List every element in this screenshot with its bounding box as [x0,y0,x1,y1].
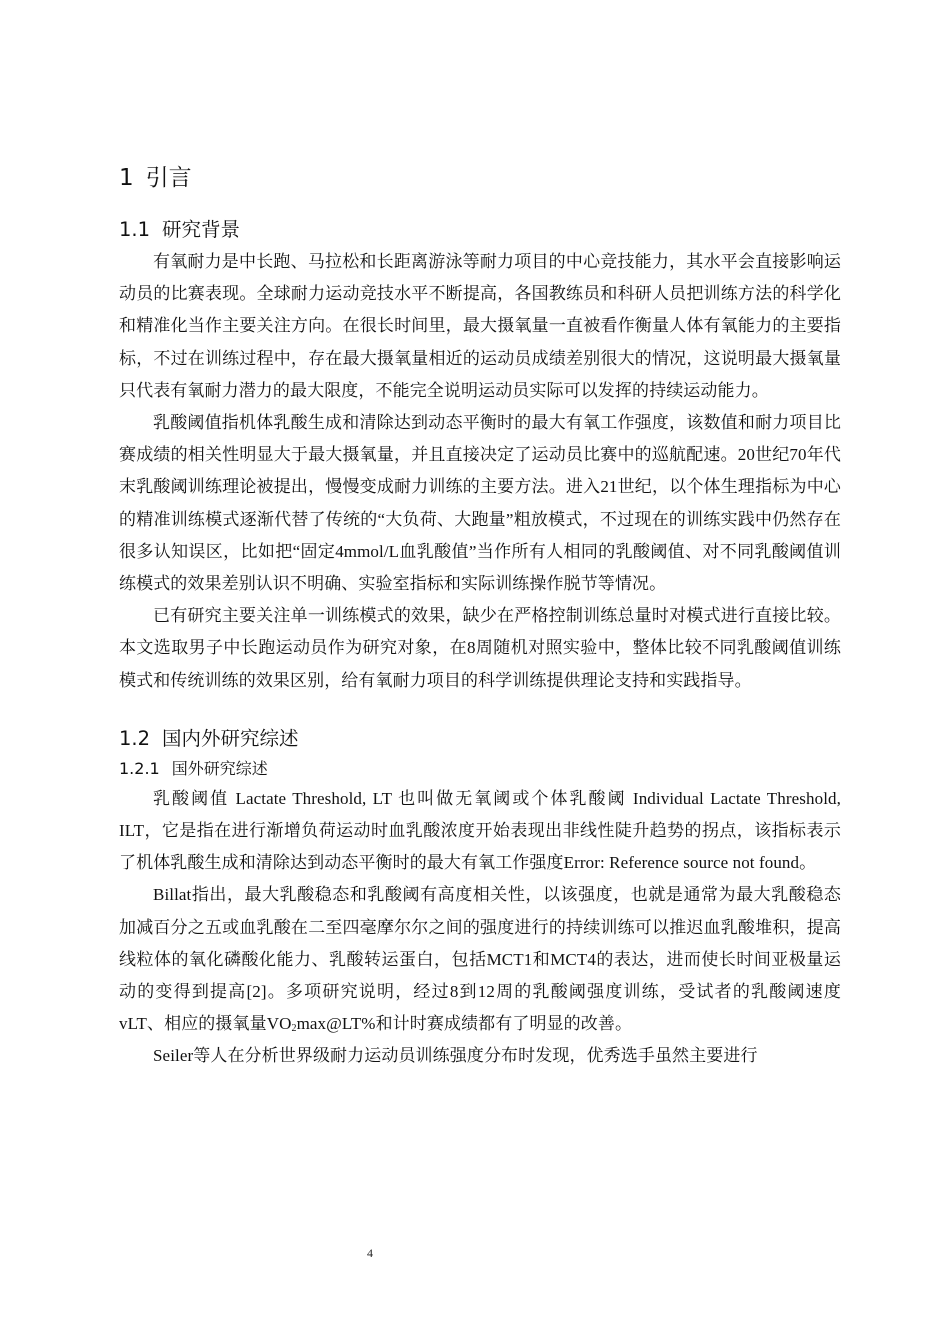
section-heading-1-1 [119,214,841,246]
subsection-heading-1-2-1 [119,755,841,783]
chapter-heading [119,160,841,196]
chapter-title: 引言 [145,165,192,191]
paragraph: 乳酸阈值指机体乳酸生成和清除达到动态平衡时的最大有氧工作强度，该数值和耐力项目比赛成绩的相关性明显大于最大摄氧量，并且直接决定了运动员比赛中的巡航配速。20世纪70年代末乳酸阈训练理论被提出，慢慢变成耐力训练的主要方法。进入21世纪，以个体生理指标为中心的精准训练模式逐渐代替了传统的“大负荷、大跑量”粗放模式，不过现在的训练实践中仍然存在很多认知误区，比如把“固定4mmol/L血乳酸值”当作所有人相同的乳酸阈值、对不同乳酸阈值训练模式的效果差别认识不明确、实验室指标和实际训练操作脱节等情况。 [119,413,841,594]
subsection-title: 国外研究综述 [171,758,268,778]
paragraph: 有氧耐力是中长跑、马拉松和长距离游泳等耐力项目的中心竞技能力，其水平会直接影响运动员的比赛表现。全球耐力运动竞技水平不断提高，各国教练员和科研人员把训练方法的科学化和精准化当作主要关注方向。在很长时间里，最大摄氧量一直被看作衡量人体有氧能力的主要指标，不过在训练过程中，存在最大摄氧量相近的运动员成绩差别很大的情况，这说明最大摄氧量只代表有氧耐力潜力的最大限度，不能完全说明运动员实际可以发挥的持续运动能力。 [119,252,841,400]
chapter-number: 1 [119,165,134,191]
paragraph: Seiler等人在分析世界级耐力运动员训练强度分布时发现，优秀选手虽然主要进行 [153,1046,758,1066]
paragraph-text: Billat指出，最大乳酸稳态和乳酸阈有高度相关性，以该强度，也就是通常为最大乳酸稳态加减百分之五或血乳酸在二至四毫摩尔尔之间的强度进行的持续训练可以推迟血乳酸堆积，提高线粒体的氧化磷酸化能力、乳酸转运蛋白，包括MCT1和MCT4的表达，进而使长时间亚极量运动的变得到提高[2]。多项研究说明，经过8到12周的乳酸阈强度训练，受试者的乳酸阈速度vLT、相应的摄氧量VO [119,885,841,1034]
subsection-number: 1.2.1 [119,758,160,778]
paragraph: 已有研究主要关注单一训练模式的效果，缺少在严格控制训练总量时对模式进行直接比较。本文选取男子中长跑运动员作为研究对象，在8周随机对照实验中，整体比较不同乳酸阈值训练模式和传统训练的效果区别，给有氧耐力项目的科学训练提供理论支持和实践指导。 [119,606,841,690]
section-number: 1.2 [119,726,151,750]
section-title: 国内外研究综述 [162,726,299,750]
paragraph [119,879,841,1040]
paragraph-text: max@LT%和计时赛成绩都有了明显的改善。 [296,1014,633,1034]
section-heading-1-2 [119,723,841,755]
section-number: 1.1 [119,218,151,241]
subscript: 2 [291,1023,297,1035]
page-number: 4 [367,1246,373,1260]
section-title: 研究背景 [162,218,241,241]
paragraph: 乳酸阈值 Lactate Threshold, LT 也叫做无氧阈或个体乳酸阈 Individual Lactate Threshold, ILT，它是指在进行渐增负荷运动时血乳酸浓度开始表现出非线性陡升趋势的拐点，该指标表示了机体乳酸生成和清除达到动态平衡时的最大有氧工作强度Error: Reference source not found。 [119,788,841,873]
page-content [119,160,841,1073]
